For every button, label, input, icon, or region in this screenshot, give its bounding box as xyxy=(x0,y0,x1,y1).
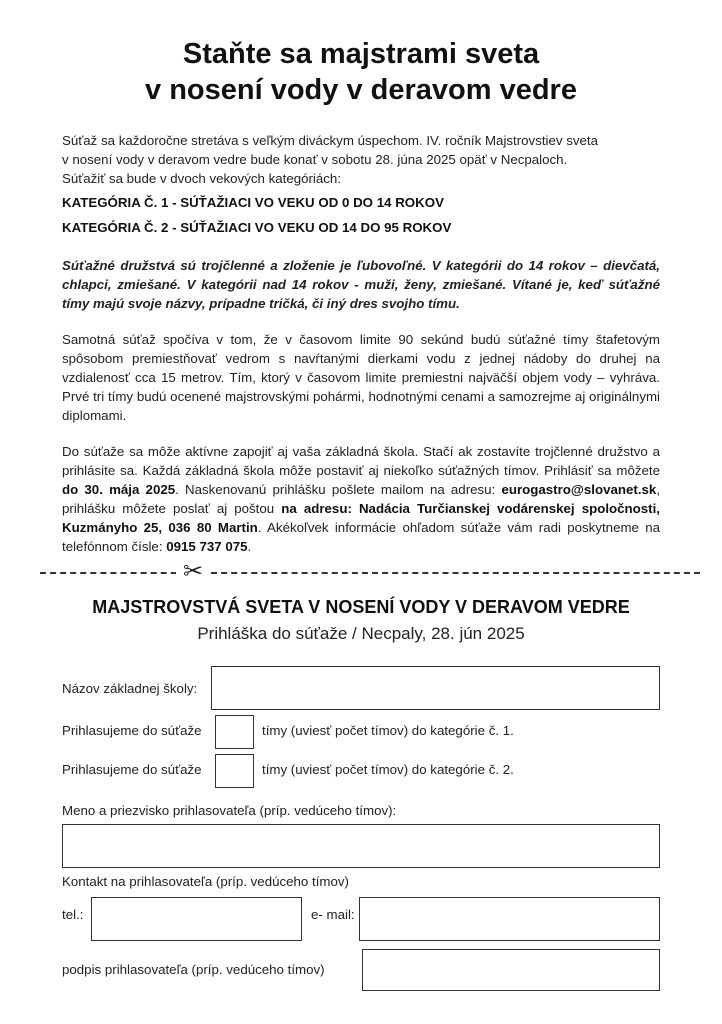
name-field[interactable] xyxy=(62,824,660,868)
intro-line-2: v nosení vody v deravom vedre bude konať v sobotu 28. júna 2025 opäť v Necpaloch. xyxy=(62,152,568,167)
signature-label: podpis prihlasovateľa (príp. vedúceho tímov) xyxy=(62,962,325,977)
tel-label: tel.: xyxy=(62,907,84,922)
form-title: MAJSTROVSTVÁ SVETA V NOSENÍ VODY V DERAVOM VEDRE xyxy=(92,597,630,617)
category-2: KATEGÓRIA Č. 2 - SÚŤAŽIACI VO VEKU OD 14 DO 95 ROKOV xyxy=(62,220,452,235)
email-label: e- mail: xyxy=(311,907,355,922)
signup-text-1: Do súťaže sa môže aktívne zapojiť aj vaša základná škola. Stačí ak zostavíte trojčlenné družstvo a prihlásite sa. Každá základná škola môže postaviť aj niekoľko súťažných tímov. Prihlásiť sa môžete xyxy=(62,444,660,478)
form-subtitle: Prihláška do súťaže / Necpaly, 28. jún 2025 xyxy=(197,624,525,643)
school-name-field[interactable] xyxy=(211,666,660,710)
signup-text-3: , prihlášku môžete poslať aj poštou xyxy=(62,482,661,516)
signup-paragraph xyxy=(62,442,660,556)
register-label-1: Prihlasujeme do súťaže xyxy=(62,723,202,738)
scissors-icon: ✂ xyxy=(176,558,210,586)
tel-field[interactable] xyxy=(91,897,302,941)
cat2-suffix: tímy (uviesť počet tímov) do kategórie č. 2. xyxy=(262,762,514,777)
signup-text-4: . Akékoľvek informácie ohľadom súťaže vám radi poskytneme na telefónnom čísle: xyxy=(62,520,661,554)
email-address[interactable]: eurogastro@slovanet.sk xyxy=(501,482,657,497)
title-line-2: v nosení vody v deravom vedre xyxy=(145,74,577,106)
phone-number: 0915 737 075 xyxy=(166,539,248,554)
cat1-team-count-field[interactable] xyxy=(215,715,254,749)
intro-paragraph xyxy=(62,131,660,188)
email-field[interactable] xyxy=(359,897,660,941)
signup-text-5: . xyxy=(247,539,252,554)
page-title xyxy=(0,36,722,108)
name-label: Meno a priezvisko prihlasovateľa (príp. vedúceho tímov): xyxy=(62,803,397,818)
contact-label: Kontakt na prihlasovateľa (príp. vedúceho tímov) xyxy=(62,874,349,889)
rules-paragraph: Samotná súťaž spočíva v tom, že v časovom limite 90 sekúnd budú súťažné tímy štafetovým spôsobom premiestňovať vedrom s navŕtanými dierkami vodu z jednej nádoby do druhej na vzdialenosť cca 15 metrov. Tím, ktorý v časovom limite premiestni najväčší objem vody – vyhráva. Prvé tri tímy budú ocenené majstrovskými pohármi, hodnotnými cenami a samozrejme aj originálnymi diplomami. xyxy=(62,332,660,423)
signup-text-2: . Naskenovanú prihlášku pošlete mailom na adresu: xyxy=(175,482,502,497)
intro-line-1: Súťaž sa každoročne stretáva s veľkým diváckym úspechom. IV. ročník Majstrovstiev sveta xyxy=(62,133,599,148)
signature-field[interactable] xyxy=(362,949,660,991)
postal-address: na adresu: Nadácia Turčianskej vodárenskej spoločnosti, Kuzmányho 25, 036 80 Martin xyxy=(62,501,661,535)
register-label-2: Prihlasujeme do súťaže xyxy=(62,762,202,777)
cut-line xyxy=(40,572,700,574)
intro-line-3: Súťažiť sa bude v dvoch vekových kategóriách: xyxy=(62,171,342,186)
category-1: KATEGÓRIA Č. 1 - SÚŤAŽIACI VO VEKU OD 0 DO 14 ROKOV xyxy=(62,195,444,210)
cat1-suffix: tímy (uviesť počet tímov) do kategórie č. 1. xyxy=(262,723,514,738)
teams-paragraph: Súťažné družstvá sú trojčlenné a zloženie je ľubovoľné. V kategórii do 14 rokov – dievčatá, chlapci, zmiešané. V kategórii nad 14 rokov - muži, ženy, zmiešané. Vítané je, keď súťažné tímy majú svoje názvy, prípadne tričká, či iný dres svojho tímu. xyxy=(62,258,660,311)
cat2-team-count-field[interactable] xyxy=(215,754,254,788)
school-label: Názov základnej školy: xyxy=(62,681,198,696)
title-line-1: Staňte sa majstrami sveta xyxy=(182,38,540,70)
deadline: do 30. mája 2025 xyxy=(62,482,176,497)
